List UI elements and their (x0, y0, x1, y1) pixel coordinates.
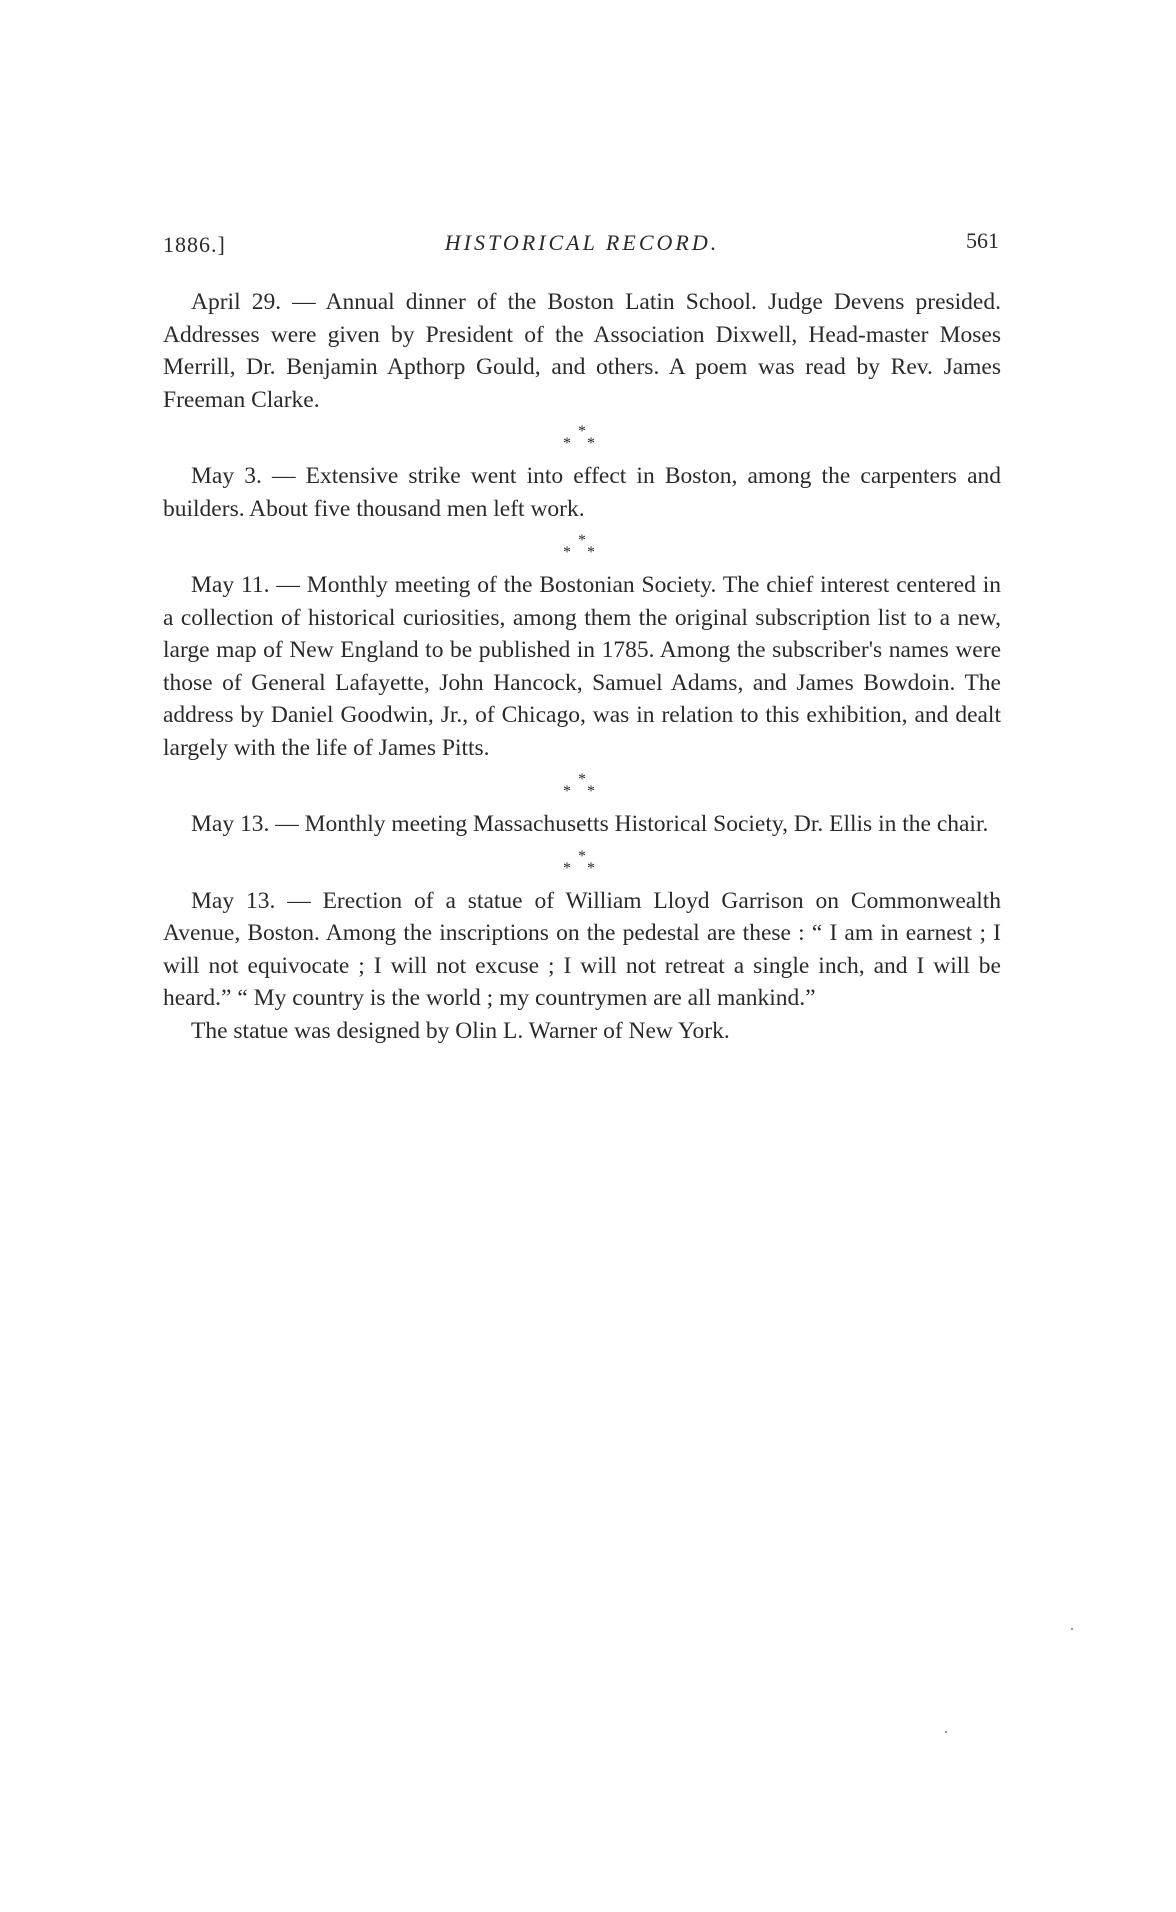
entry-date: May 11. (191, 572, 270, 598)
entry-date: May 13. (191, 887, 276, 914)
entry-text: Monthly meeting Massachusetts Historical Society, Dr. Ellis in the chair. (304, 811, 989, 837)
entry-dash: — (269, 572, 307, 598)
entry-dash: — (261, 463, 306, 489)
entry-may-13-garrison-statue (163, 885, 1001, 1015)
asterism-separator: * * * (563, 423, 601, 452)
paper-speck (945, 1731, 947, 1733)
entry-april-29 (163, 286, 1001, 416)
entry-date: May 3. (191, 463, 262, 489)
asterism-separator: * * * (563, 847, 601, 877)
entry-text: Erection of a statue of William Lloyd Garrison on Commonwealth Avenue, Boston. Among the inscriptions on the pedestal are these : “ I am in earnest ; I will not equivocate ; I will not excuse ; I will not retreat a single inch, and I will be heard.” “ My country is the world ; my countrymen are all mankind.” (163, 887, 1002, 1011)
paper-speck (1071, 1628, 1073, 1630)
entry-may-13-historical-society (163, 808, 1001, 841)
entry-date: May 13. (191, 811, 270, 837)
entry-dash: — (269, 811, 305, 837)
entry-continuation: The statue was designed by Olin L. Warner of New York. (191, 1017, 730, 1044)
asterism-separator: * * * (563, 532, 601, 561)
asterism-separator: * * * (563, 771, 601, 800)
entry-dash: — (281, 289, 326, 315)
entry-text: Monthly meeting of the Bostonian Society. The chief interest centered in a collection of historical curiosities, among them the original subscription list to a new, large map of New England to be published in 1785. Among the subscriber's names were those of General Lafayette, John Hancock, Samuel Adams, and James Bowdoin. The address by Daniel Goodwin, Jr., of Chicago, was in relation to this exhibition, and dealt largely with the life of James Pitts. (163, 572, 1001, 761)
entry-date: April 29. (191, 289, 282, 315)
entry-may-11 (163, 569, 1001, 764)
entry-dash: — (275, 887, 323, 914)
header-title: HISTORICAL RECORD. (444, 230, 720, 255)
entry-may-3 (163, 460, 1001, 525)
historical-record-entries (163, 286, 1001, 1047)
page-number: 561 (966, 228, 999, 253)
header-year: 1886.] (163, 232, 226, 257)
entry-text: Extensive strike went into effect in Boston, among the carpenters and builders. About five thousand men left work. (163, 463, 1001, 522)
running-head (163, 228, 1001, 262)
entry-text: Annual dinner of the Boston Latin School. Judge Devens presided. Addresses were given by President of the Association Dixwell, Head-master Moses Merrill, Dr. Benjamin Apthorp Gould, and others. A poem was read by Rev. James Freeman Clarke. (163, 289, 1001, 413)
